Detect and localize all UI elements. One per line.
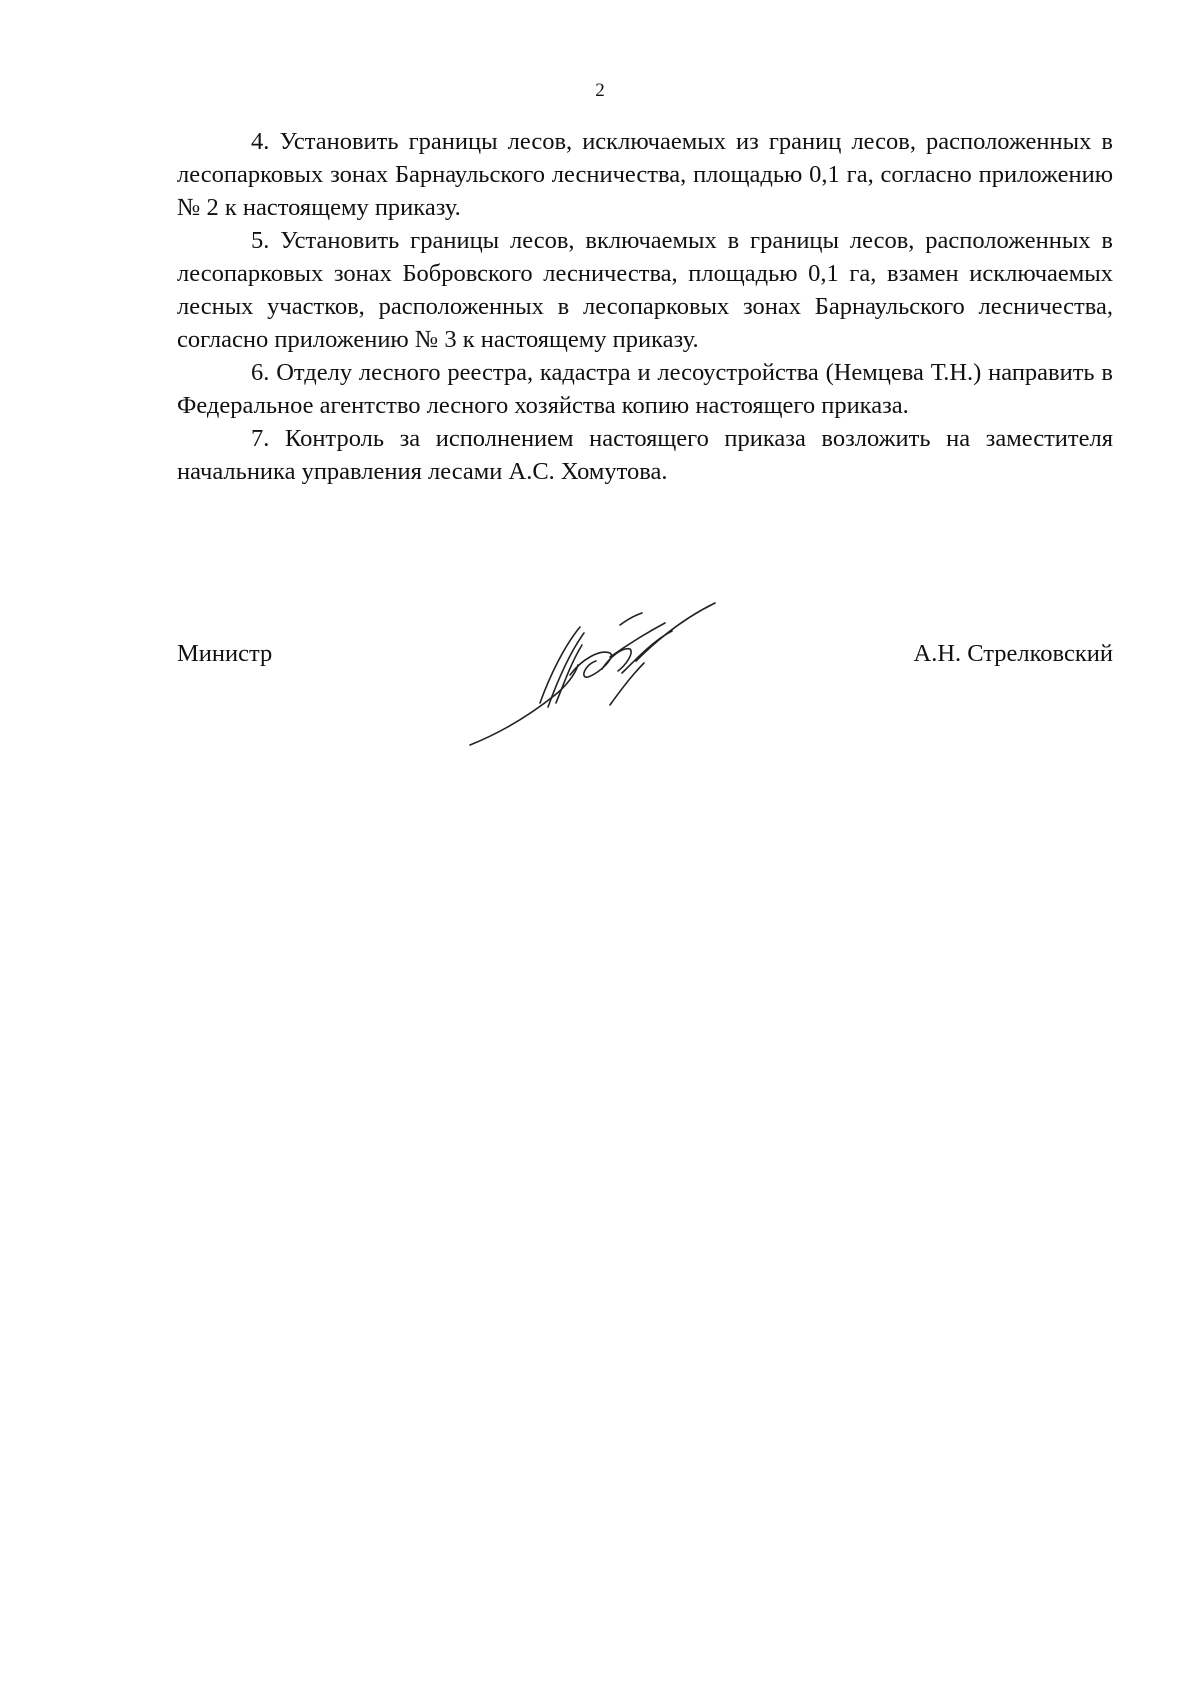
paragraph-6: 6. Отделу лесного реестра, кадастра и лесоустройства (Немцева Т.Н.) направить в Федеральное агентство лесного хозяйства копию настоящего приказа. (177, 359, 1113, 419)
signer-name: А.Н. Стрелковский (913, 640, 1113, 667)
paragraph-5: 5. Установить границы лесов, включаемых в границы лесов, расположенных в лесопарковых зонах Бобровского лесничества, площадью 0,1 га, взамен исключаемых лесных участков, расположенных в лесопарковых зонах Барнаульского лесничества, согласно приложению № 3 к настоящему приказу. (177, 227, 1113, 353)
page-number: 2 (595, 80, 605, 101)
paragraph-4: 4. Установить границы лесов, исключаемых из границ лесов, расположенных в лесопарковых зонах Барнаульского лесничества, площадью 0,1 га, согласно приложению № 2 к настоящему приказу. (177, 128, 1113, 221)
handwritten-signature (460, 595, 750, 755)
paragraph-7: 7. Контроль за исполнением настоящего приказа возложить на заместителя начальника управления лесами А.С. Хомутова. (177, 425, 1113, 485)
signer-position: Министр (177, 640, 273, 667)
order-body (177, 125, 1113, 488)
